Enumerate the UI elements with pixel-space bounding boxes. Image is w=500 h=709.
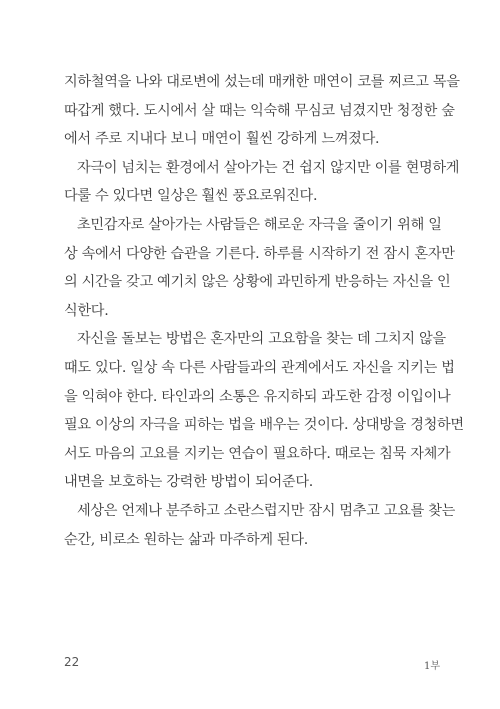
- page-number: 22: [64, 655, 80, 669]
- paragraph-1: [64, 68, 460, 154]
- text-line: 자극이 넘치는 환경에서 살아가는 건 쉽지 않지만 이를 현명하게: [77, 159, 460, 176]
- text-line: 세상은 언제나 분주하고 소란스럽지만 잠시 멈추고 고요를 찾는: [77, 502, 456, 519]
- text-line: 을 익혀야 한다. 타인과의 소통은 유지하되 과도한 감정 이입이나: [64, 388, 451, 405]
- text-line: 필요 이상의 자극을 피하는 법을 배우는 것이다. 상대방을 경청하면: [64, 417, 464, 434]
- text-line: 서도 마음의 고요를 지키는 연습이 필요하다. 때로는 침묵 자체가: [64, 445, 451, 462]
- text-line: 내면을 보호하는 강력한 방법이 되어준다.: [64, 474, 313, 491]
- running-head: 1부: [423, 661, 440, 672]
- paragraph-3: [64, 211, 455, 325]
- text-line: 다룰 수 있다면 일상은 훨씬 풍요로워진다.: [64, 188, 318, 205]
- text-line: 식한다.: [64, 302, 109, 319]
- text-line: 지하철역을 나와 대로변에 섰는데 매캐한 매연이 코를 찌르고 목을: [64, 74, 460, 90]
- text-line: 에서 주로 지내다 보니 매연이 훨씬 강하게 느껴졌다.: [64, 131, 380, 148]
- paragraph-4: [64, 325, 464, 497]
- text-line: 상 속에서 다양한 습관을 기른다. 하루를 시작하기 전 잠시 혼자만: [64, 245, 455, 262]
- text-line: 초민감자로 살아가는 사람들은 해로운 자극을 줄이기 위해 일: [77, 216, 442, 233]
- text-line: 의 시간을 갖고 예기치 않은 상황에 과민하게 반응하는 자신을 인: [64, 274, 451, 291]
- paragraph-2: [64, 154, 460, 211]
- text-line: 때도 있다. 일상 속 다른 사람들과의 관계에서도 자신을 지키는 법: [64, 359, 455, 376]
- text-line: 따갑게 했다. 도시에서 살 때는 익숙해 무심코 넘겼지만 청정한 숲: [64, 102, 455, 119]
- text-line: 순간, 비로소 원하는 삶과 마주하게 된다.: [64, 531, 308, 548]
- paragraph-5: [64, 497, 456, 554]
- text-line: 자신을 돌보는 방법은 혼자만의 고요함을 찾는 데 그치지 않을: [77, 331, 446, 348]
- page-body: [64, 68, 464, 554]
